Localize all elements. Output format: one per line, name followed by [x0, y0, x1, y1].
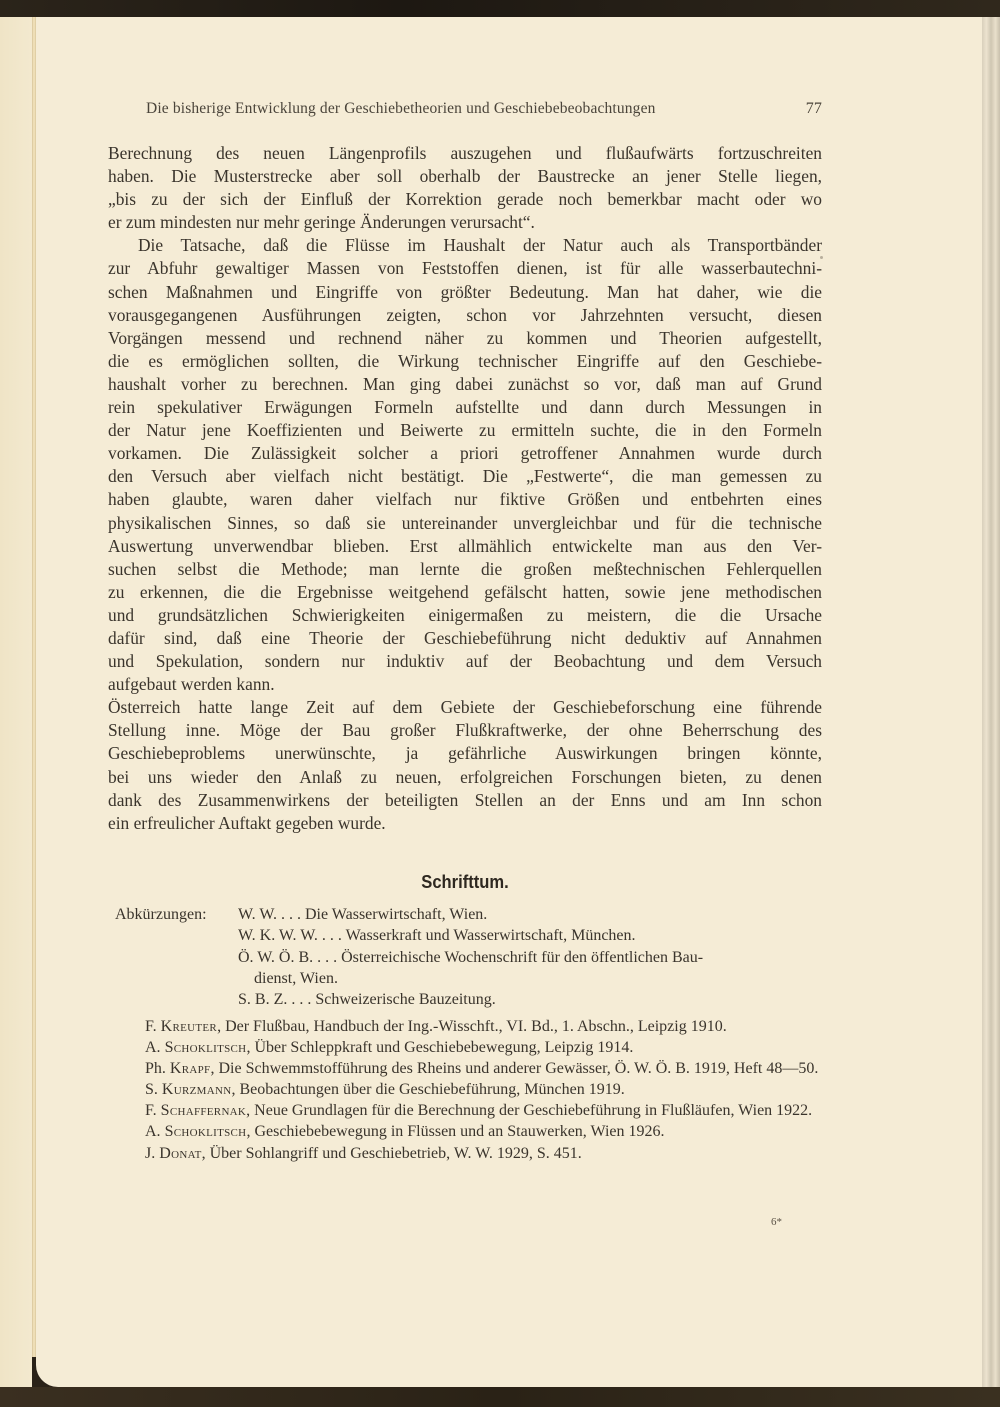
paragraph-1 — [108, 142, 822, 234]
text-line: Die Tatsache, daß die Flüsse im Haushalt der Natur auch als Transportbänder — [138, 235, 822, 256]
abbreviation: S. B. Z. . . . — [238, 991, 312, 1009]
abbreviation-meaning: Die Wasserwirtschaft, Wien. — [304, 906, 488, 923]
text-line: Österreich hatte lange Zeit auf dem Gebiete der Geschiebeforschung eine führende — [108, 697, 822, 718]
text-line: vorausgegangenen Ausführungen zeigten, schon vor Jahrzehnten versucht, diesen — [108, 304, 822, 325]
text-line: und Spekulation, sondern nur induktiv auf der Beobachtung und dem Versuch — [108, 651, 822, 672]
abbreviation-meaning: Wasserkraft und Wasserwirtschaft, München. — [345, 927, 636, 945]
text-line: haben. Die Musterstrecke aber soll oberhalb der Baustrecke an jener Stelle liegen, — [108, 166, 822, 187]
reference-text: , Der Flußbau, Handbuch der Ing.-Wisschft., VI. Bd., 1. Abschn., Leipzig 1910. — [217, 1018, 727, 1035]
reference-entry — [115, 1143, 825, 1164]
author-initial: J. — [145, 1144, 156, 1162]
text-line: ein erfreulicher Auftakt gegeben wurde. — [108, 812, 386, 833]
facing-page-edge — [0, 17, 32, 1387]
author-initial: S. — [145, 1081, 158, 1099]
text-line: er zum mindesten nur mehr geringe Änderungen verursacht“. — [108, 212, 535, 233]
section-heading: Schrifttum. — [421, 872, 509, 892]
text-line: Vorgängen messend und rechnend näher zu kommen und Theorien aufgestellt, — [108, 327, 822, 348]
running-head — [146, 100, 822, 118]
reference-text: , Über Sohlangriff und Geschiebetrieb, W. W. 1929, S. 451. — [201, 1144, 582, 1162]
abbreviation-meaning-continued: dienst, Wien. — [254, 969, 338, 987]
reference-list — [115, 1016, 825, 1164]
text-line: und grundsätzlichen Schwierigkeiten einigermaßen zu meistern, die die Ursache — [108, 604, 822, 625]
abbreviation: W. W. . . . — [238, 906, 301, 923]
abbreviation-meaning: Schweizerische Bauzeitung. — [315, 991, 496, 1009]
author-initial: F. — [145, 1102, 157, 1120]
text-line: dank des Zusammenwirkens der beteiligten Stellen an der Enns und am Inn schon — [108, 789, 822, 810]
text-line: aufgebaut werden kann. — [108, 674, 275, 695]
abbreviation-entry — [238, 947, 825, 968]
author-initial: Ph. — [145, 1060, 166, 1078]
text-line: haushalt vorher zu berechnen. Man ging dabei zunächst so vor, daß man auf Grund — [108, 373, 822, 394]
reference-text: , Neue Grundlagen für die Berechnung der Geschiebeführung in Flußläufen, Wien 1922. — [246, 1102, 813, 1120]
abbreviation-entry — [238, 989, 825, 1010]
reference-entry — [115, 1121, 825, 1142]
author-name: Donat — [159, 1144, 202, 1162]
text-line: Stellung inne. Möge der Bau großer Flußkraftwerke, der ohne Beherrschung des — [108, 720, 822, 741]
text-line: vorkamen. Die Zulässigkeit solcher a priori getroffener Annahmen wurde durch — [108, 443, 822, 464]
abbreviation-entry — [238, 925, 825, 946]
author-name: Kreuter — [160, 1018, 218, 1035]
paragraph-3 — [108, 696, 822, 835]
text-line: der Natur jene Koeffizienten und Beiwerte zu ermitteln suchte, die in den Formeln — [108, 420, 822, 441]
text-line: rein spekulativer Erwägungen Formeln aufstellte und dann durch Messungen in — [108, 397, 822, 418]
text-line: haben glaubte, waren daher vielfach nur fiktive Größen und entbehrten eines — [108, 489, 822, 510]
author-name: Kurzmann — [161, 1081, 232, 1099]
reference-entry — [115, 1100, 825, 1121]
page-stack-edge — [982, 17, 1000, 1387]
text-line: Geschiebeproblems unerwünschte, ja gefährliche Auswirkungen bringen könnte, — [108, 743, 822, 764]
reference-text: , Die Schwemmstofführung des Rheins und anderer Gewässer, Ö. W. Ö. B. 1919, Heft 48—50. — [210, 1060, 819, 1078]
author-name: Schoklitsch — [164, 1123, 247, 1141]
author-initial: A. — [145, 1123, 161, 1141]
abbreviation-meaning: Österreichische Wochenschrift für den öffentlichen Bau- — [341, 948, 704, 966]
abbreviation-entry — [238, 904, 825, 925]
reference-text: , Beobachtungen über die Geschiebeführung, München 1919. — [231, 1081, 625, 1099]
running-head-title: Die bisherige Entwicklung der Geschiebetheorien und Geschiebebeobachtungen — [146, 100, 656, 117]
scan-border-top — [0, 0, 1000, 17]
body-text — [108, 142, 822, 835]
text-line: „bis zu der sich der Einfluß der Korrektion gerade noch bemerkbar macht oder wo — [108, 189, 822, 210]
author-initial: A. — [145, 1039, 161, 1057]
signature-mark: 6* — [771, 1216, 782, 1228]
reference-entry — [115, 1037, 825, 1058]
scan-border-bottom — [0, 1387, 1000, 1407]
text-line: zu erkennen, die die Ergebnisse weitgehend gefälscht hatten, sowie jene methodischen — [108, 581, 822, 602]
text-line: Berechnung des neuen Längenprofils auszugehen und flußaufwärts fortzuschreiten — [108, 143, 822, 163]
reference-entry — [115, 1058, 825, 1079]
abbreviation: W. K. W. W. . . . — [238, 927, 342, 945]
text-line: suchen selbst die Methode; man lernte die großen meßtechnischen Fehlerquellen — [108, 558, 822, 579]
reference-text: , Geschiebebewegung in Flüssen und an Stauwerken, Wien 1926. — [246, 1123, 665, 1141]
text-line: zur Abfuhr gewaltiger Massen von Feststoffen dienen, ist für alle wasserbautechni- — [108, 258, 822, 279]
text-line: bei uns wieder den Anlaß zu neuen, erfolgreichen Forschungen bieten, zu denen — [108, 766, 822, 787]
author-name: Krapf — [169, 1060, 211, 1078]
author-initial: F. — [145, 1018, 157, 1035]
text-line: physikalischen Sinnes, so daß sie untereinander unvergleichbar und für die technische — [108, 512, 822, 533]
author-name: Schoklitsch — [164, 1039, 247, 1057]
text-line: den Versuch aber vielfach nicht bestätigt. Die „Festwerte“, die man gemessen zu — [108, 466, 822, 487]
text-line: die es ermöglichen sollten, die Wirkung technischer Eingriffe auf den Geschiebe- — [108, 350, 822, 371]
reference-text: , Über Schleppkraft und Geschiebebewegung, Leipzig 1914. — [246, 1039, 634, 1057]
reference-entry — [115, 1016, 825, 1037]
page-number: 77 — [805, 100, 822, 117]
text-line: Auswertung unverwendbar blieben. Erst allmählich entwickelte man aus den Ver- — [108, 535, 822, 556]
author-name: Schaffernak — [160, 1102, 247, 1120]
paragraph-2 — [108, 234, 822, 696]
abbreviation: Ö. W. Ö. B. . . . — [238, 948, 338, 966]
abbreviations-list — [115, 904, 825, 1010]
text-line: schen Maßnahmen und Eingriffe von größter Bedeutung. Man hat daher, wie die — [108, 281, 822, 302]
abbreviations-label: Abkürzungen: — [115, 906, 207, 923]
reference-entry — [115, 1079, 825, 1100]
text-line: dafür sind, daß eine Theorie der Geschiebeführung nicht deduktiv auf Annahmen — [108, 627, 822, 648]
